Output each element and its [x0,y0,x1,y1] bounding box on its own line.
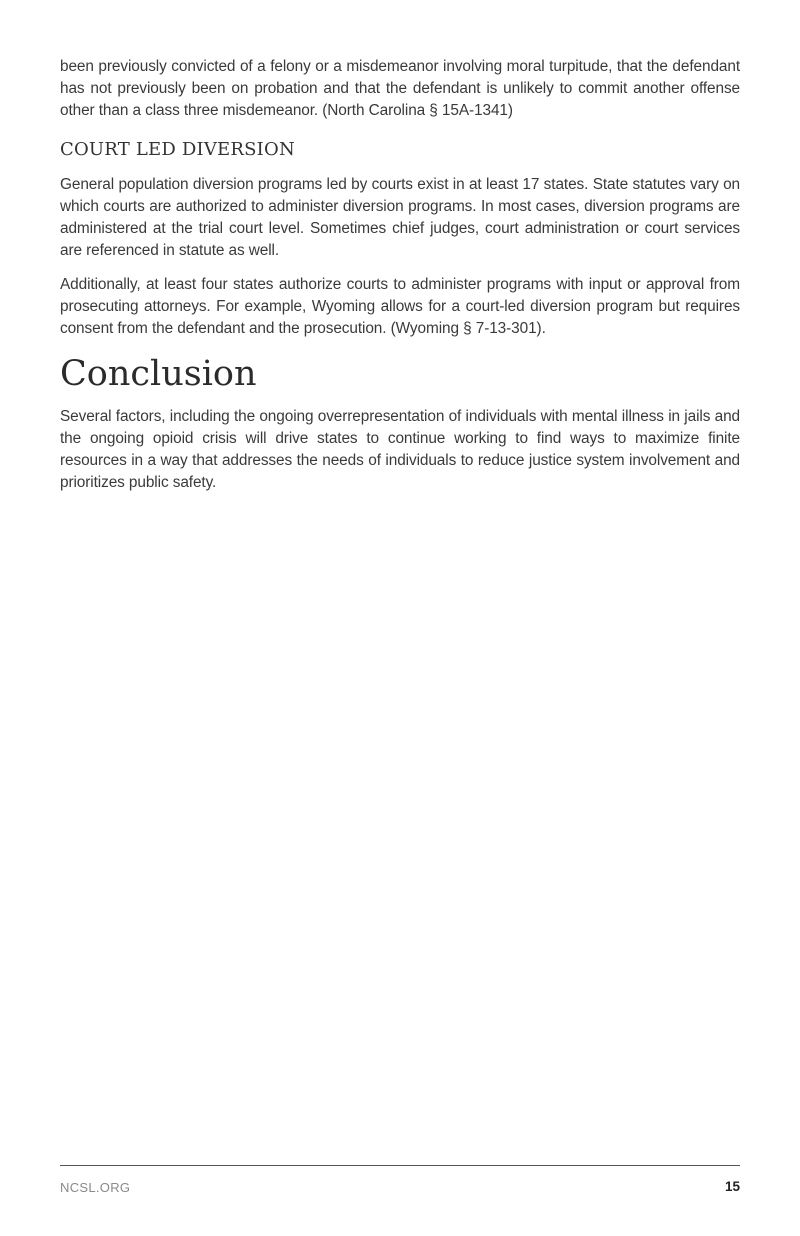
footer-divider [60,1165,740,1166]
paragraph-prosecuting-attorneys: Additionally, at least four states authorize courts to administer programs with input or approval from prosecuting attorneys. For example, Wyoming allows for a court-led diversion program but requires consent from the defendant and the prosecution. (Wyoming § 7-13-301). [60,276,740,337]
footer-site: NCSL.ORG [60,1180,131,1195]
subheading-court-led-diversion: COURT LED DIVERSION [60,139,295,160]
section-title-conclusion: Conclusion [60,354,257,394]
paragraph-conclusion: Several factors, including the ongoing overrepresentation of individuals with mental illness in jails and the ongoing opioid crisis will drive states to continue working to find ways to maximize finite resources in a way that addresses the needs of individuals to reduce justice system involvement and prioritizes public safety. [60,408,740,491]
paragraph-continued: been previously convicted of a felony or a misdemeanor involving moral turpitude, that the defendant has not previously been on probation and that the defendant is unlikely to commit another offense other than a class three misdemeanor. (North Carolina § 15A-1341) [60,58,740,119]
page-number: 15 [724,1179,740,1194]
paragraph-court-led-programs: General population diversion programs led by courts exist in at least 17 states. State statutes vary on which courts are authorized to administer diversion programs. In most cases, diversion programs are administered at the trial court level. Sometimes chief judges, court administration or court services are referenced in statute as well. [60,176,740,259]
page-content [60,56,740,506]
